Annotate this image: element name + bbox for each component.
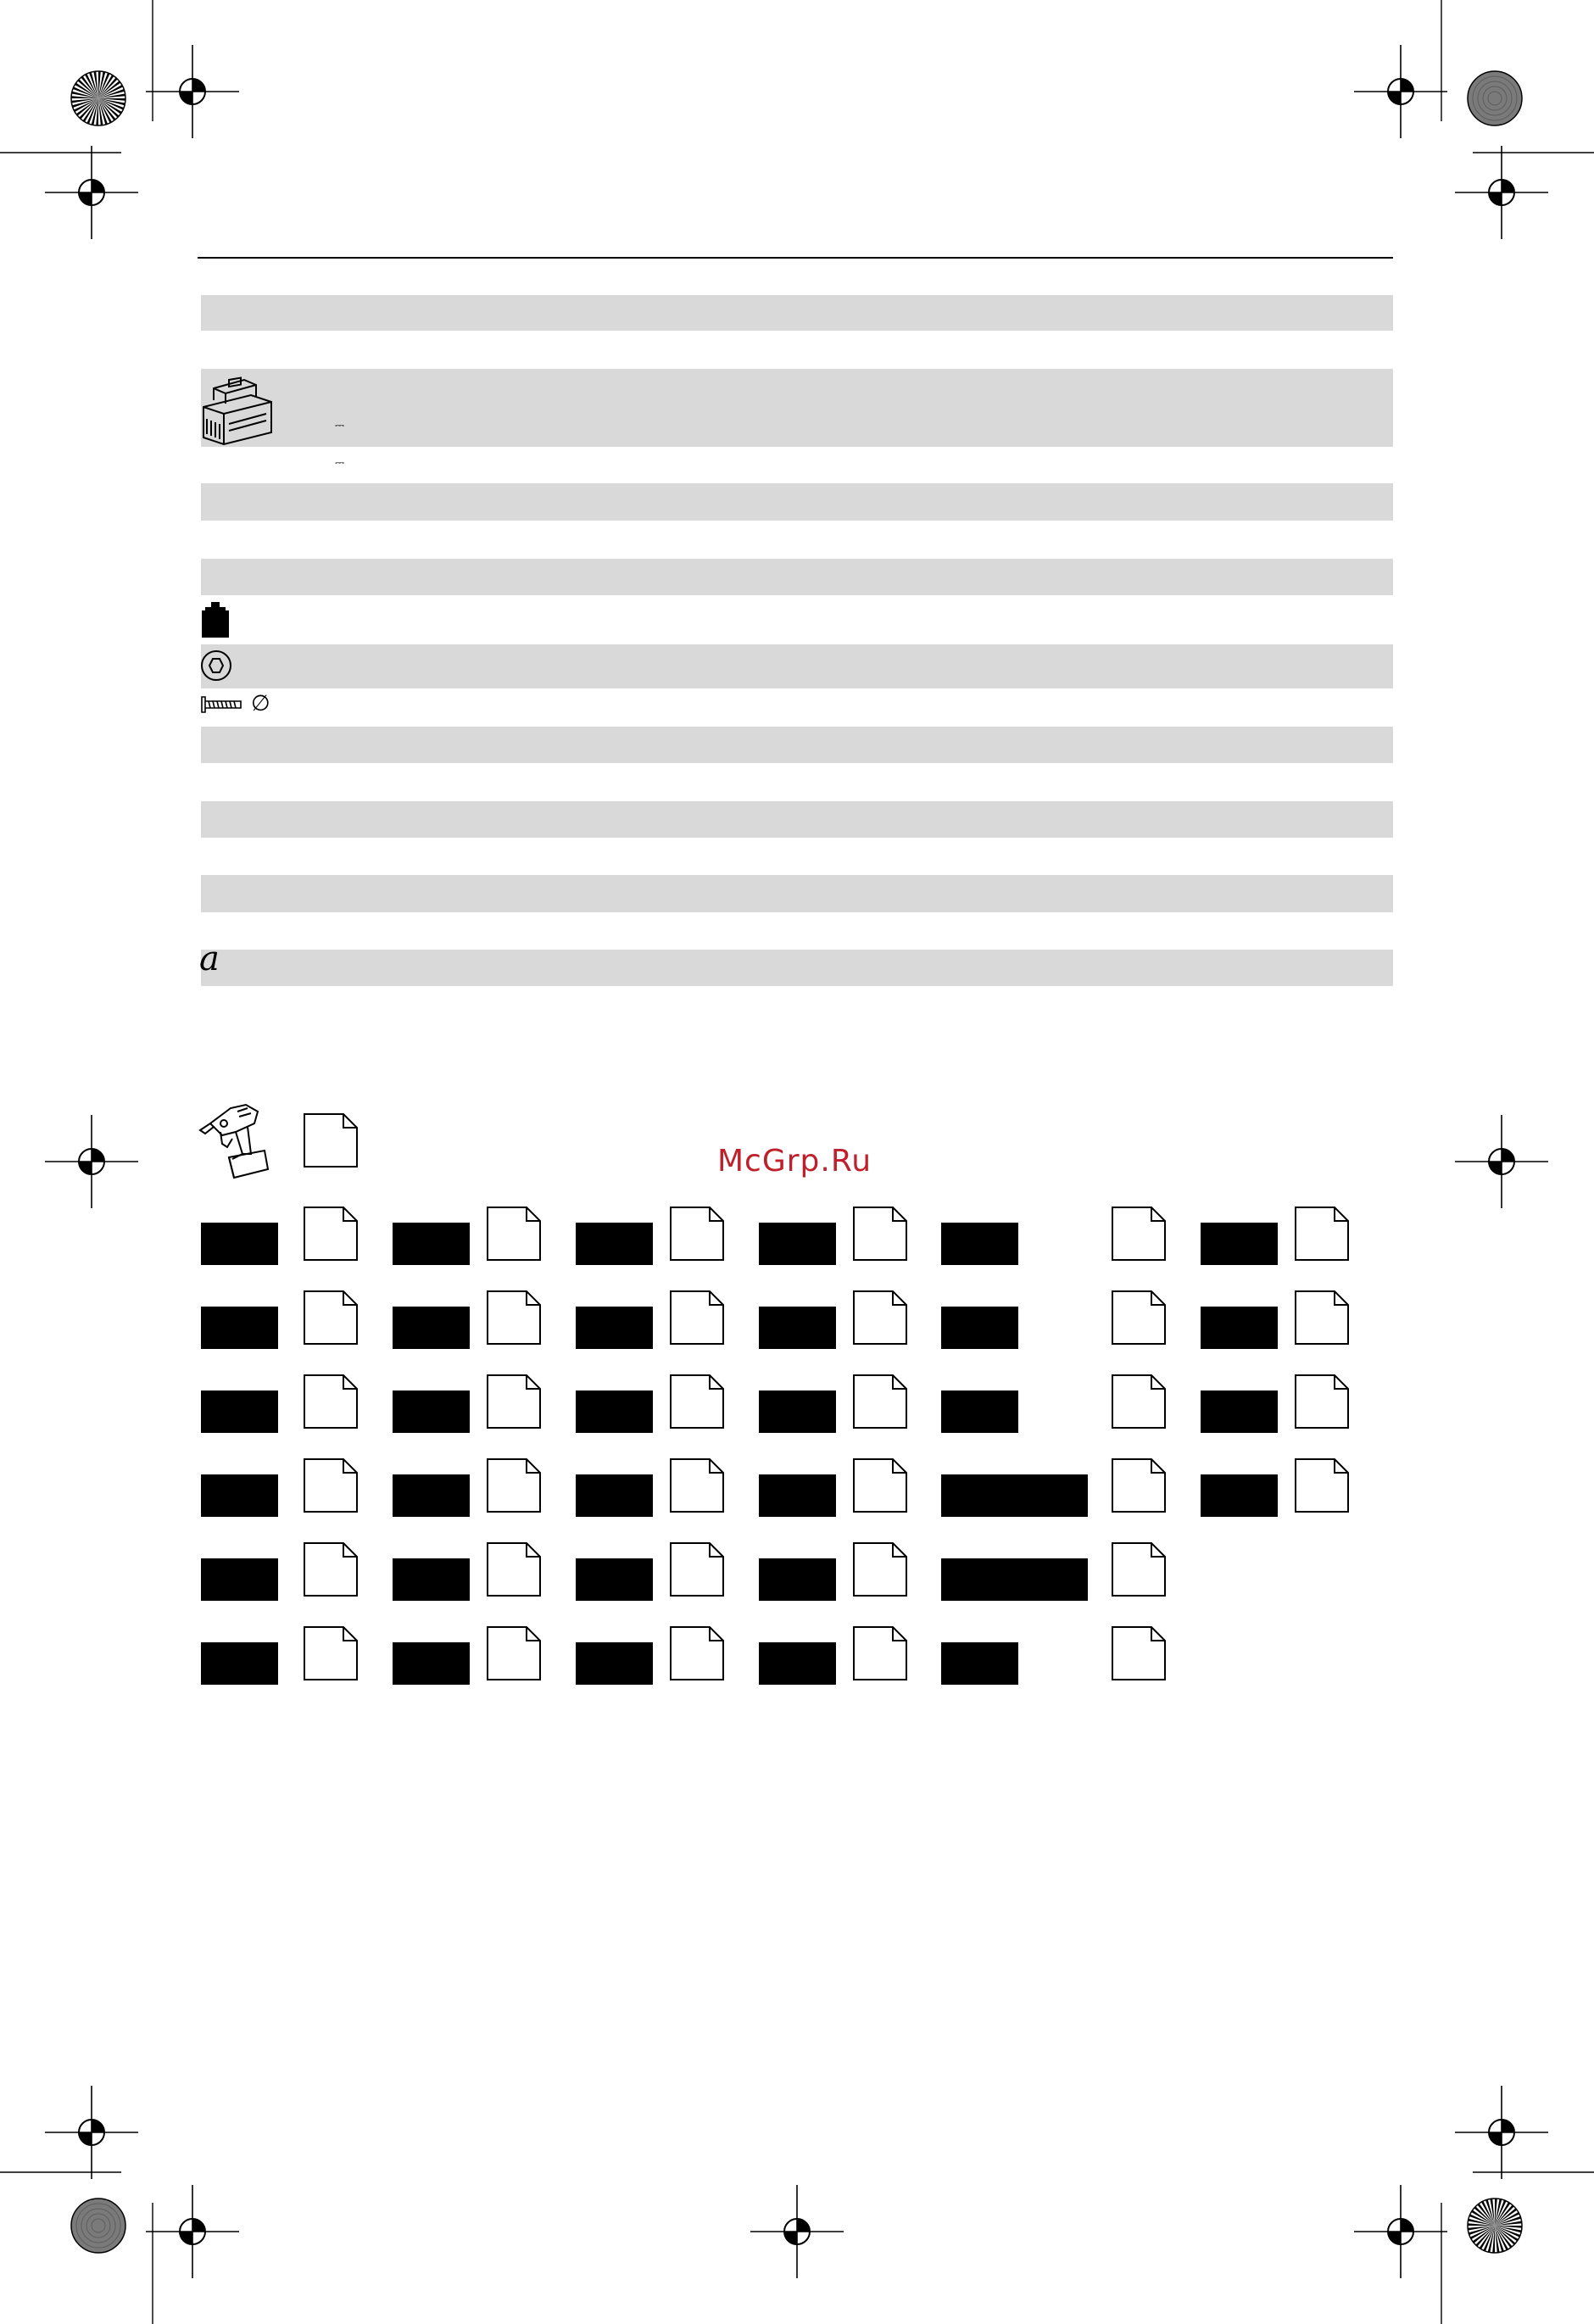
table-row-band	[201, 295, 1393, 331]
document-icon	[486, 1541, 542, 1597]
document-icon	[303, 1457, 359, 1513]
document-icon	[303, 1206, 359, 1262]
document-icon	[303, 1374, 359, 1430]
redacted-code	[941, 1558, 1088, 1601]
weight-icon	[200, 602, 231, 638]
document-icon	[669, 1457, 725, 1513]
document-icon	[852, 1541, 908, 1597]
redacted-code	[393, 1307, 470, 1349]
document-icon	[303, 1290, 359, 1346]
vibration-symbol: a	[199, 939, 220, 978]
redacted-code	[576, 1307, 653, 1349]
watermark: McGrp.Ru	[717, 1144, 872, 1179]
document-icon	[852, 1290, 908, 1346]
document-icon	[486, 1290, 542, 1346]
redacted-code	[393, 1558, 470, 1601]
document-icon	[1294, 1457, 1350, 1513]
table-row-band	[201, 559, 1393, 595]
redacted-code	[576, 1223, 653, 1265]
dc-symbol: ⎓	[335, 419, 346, 432]
document-icon	[303, 1625, 359, 1681]
redacted-code	[759, 1558, 836, 1601]
table-row-band	[201, 727, 1393, 763]
redacted-code	[941, 1642, 1018, 1685]
color-dial	[1468, 2199, 1522, 2253]
cordless-screwdriver-icon	[198, 1098, 271, 1179]
document-icon	[1294, 1290, 1350, 1346]
redacted-code	[941, 1307, 1018, 1349]
document-icon	[1111, 1374, 1167, 1430]
redacted-code	[1201, 1390, 1278, 1433]
redacted-code	[393, 1642, 470, 1685]
color-dial	[71, 71, 125, 125]
redacted-code	[576, 1474, 653, 1517]
redacted-code	[759, 1307, 836, 1349]
document-icon	[852, 1457, 908, 1513]
redacted-code	[393, 1223, 470, 1265]
document-icon	[852, 1374, 908, 1430]
color-dial	[1468, 71, 1522, 125]
table-row-band	[201, 801, 1393, 838]
redacted-code	[201, 1307, 278, 1349]
screw-icon	[200, 694, 242, 716]
redacted-code	[941, 1390, 1018, 1433]
document-icon	[303, 1541, 359, 1597]
redacted-code	[576, 1642, 653, 1685]
document-icon	[486, 1374, 542, 1430]
redacted-code	[759, 1223, 836, 1265]
redacted-code	[1201, 1223, 1278, 1265]
document-icon	[486, 1206, 542, 1262]
redacted-code	[393, 1390, 470, 1433]
document-icon	[486, 1457, 542, 1513]
document-icon	[1111, 1290, 1167, 1346]
document-icon	[303, 1112, 359, 1168]
document-icon	[669, 1374, 725, 1430]
redacted-code	[201, 1390, 278, 1433]
header-rule	[198, 257, 1393, 259]
document-icon	[486, 1625, 542, 1681]
table-row-band	[201, 369, 1393, 447]
redacted-code	[759, 1390, 836, 1433]
document-icon	[669, 1290, 725, 1346]
document-icon	[1111, 1625, 1167, 1681]
document-icon	[1111, 1206, 1167, 1262]
document-icon	[1111, 1457, 1167, 1513]
redacted-code	[759, 1642, 836, 1685]
redacted-code	[941, 1474, 1088, 1517]
document-icon	[1111, 1541, 1167, 1597]
redacted-code	[201, 1223, 278, 1265]
redacted-code	[576, 1390, 653, 1433]
redacted-code	[759, 1474, 836, 1517]
redacted-code	[1201, 1307, 1278, 1349]
table-row-band	[201, 950, 1393, 986]
redacted-code	[201, 1642, 278, 1685]
document-icon	[852, 1625, 908, 1681]
redacted-code	[201, 1558, 278, 1601]
document-icon	[1294, 1374, 1350, 1430]
color-dial	[71, 2199, 125, 2253]
table-row-band	[201, 483, 1393, 521]
table-row-band	[201, 875, 1393, 912]
redacted-code	[201, 1474, 278, 1517]
battery-pack-icon	[200, 373, 273, 446]
redacted-code	[576, 1558, 653, 1601]
document-icon	[852, 1206, 908, 1262]
document-icon	[669, 1541, 725, 1597]
diameter-symbol: ∅	[251, 691, 270, 716]
table-row-band	[201, 644, 1393, 688]
dc-symbol: ⎓	[335, 456, 346, 470]
redacted-code	[1201, 1474, 1278, 1517]
document-icon	[669, 1206, 725, 1262]
redacted-code	[393, 1474, 470, 1517]
redacted-code	[941, 1223, 1018, 1265]
hex-bit-holder-icon	[200, 649, 232, 682]
document-icon	[1294, 1206, 1350, 1262]
document-icon	[669, 1625, 725, 1681]
